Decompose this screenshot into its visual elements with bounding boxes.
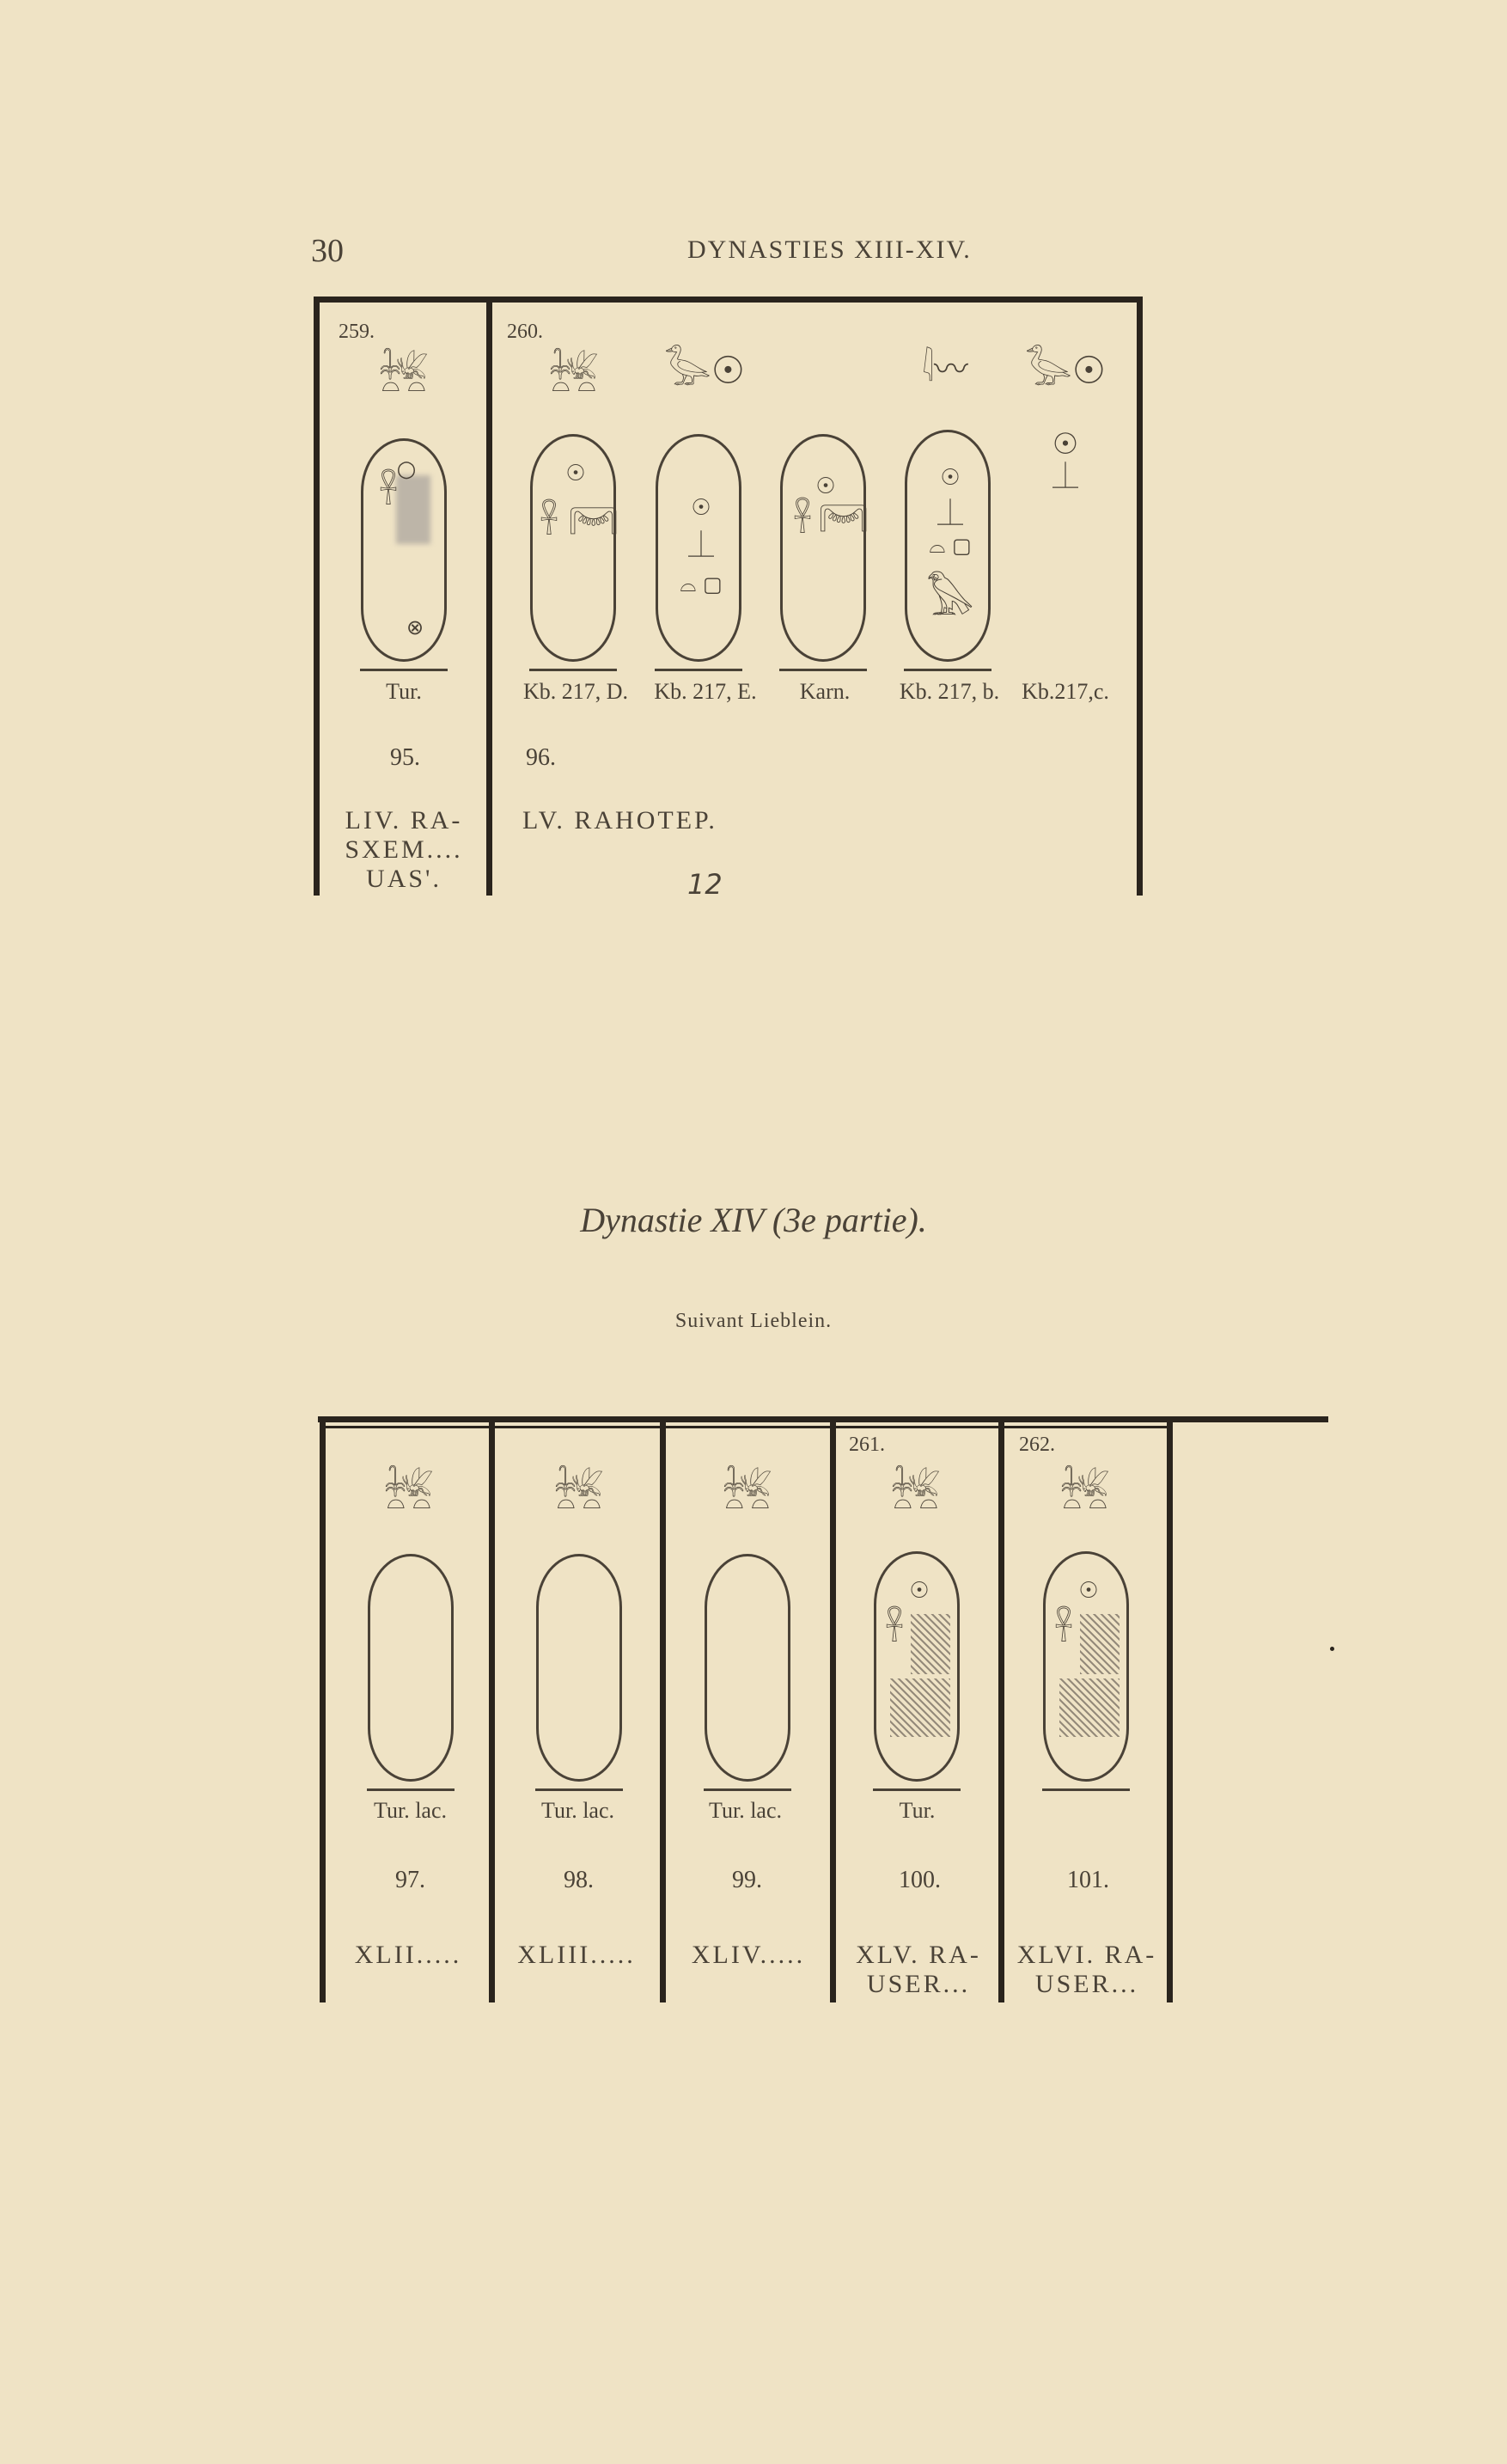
source-label: Tur. (899, 1798, 936, 1823)
handwritten-annotation: 12 (687, 868, 723, 901)
reed-bee-icon: 𓆥 (722, 1468, 773, 1514)
cartouche (705, 1554, 790, 1782)
king-name: LIV. RA- SXEM.... UAS'. (345, 806, 463, 893)
reed-water-icon: 𓇋〰 (922, 350, 968, 389)
offering-icon: ⏊ (1052, 462, 1078, 492)
source-label: Tur. lac. (709, 1798, 782, 1823)
damaged-area (1080, 1614, 1120, 1674)
sun-disk-icon: ☉ (815, 474, 836, 499)
cartouche (530, 434, 619, 662)
running-title: DYNASTIES XIII-XIV. (687, 235, 972, 264)
source-label: Kb. 217, E. (654, 679, 757, 704)
sceptre-icon: 𓋹 (792, 501, 813, 541)
page-number: 30 (311, 233, 344, 269)
king-name: XLIV..... (691, 1941, 806, 1969)
king-name: XLII..... (354, 1941, 462, 1969)
table2-divider (830, 1422, 836, 2002)
damaged-area (396, 475, 430, 544)
cartouche (368, 1554, 454, 1782)
loaf-icon: ⌓ ▢ (680, 572, 723, 596)
table1-divider (486, 297, 492, 896)
table2-col5-id: 262. (1019, 1434, 1055, 1456)
loaf-icon: ⌓ ▢ (929, 534, 972, 558)
sun-disk-icon: ☉ (909, 1578, 930, 1604)
ankh-icon: 𓋞 (819, 498, 869, 541)
cartouche (874, 1551, 960, 1782)
table1-col1-id: 259. (339, 321, 375, 343)
sun-disk-icon: ☉ (1052, 427, 1079, 462)
goose-sun-icon: 𓅭☉ (663, 349, 746, 393)
table1-col2-id: 260. (507, 321, 543, 343)
table2-divider (660, 1422, 666, 2002)
bird-icon: 𓅃 (926, 575, 974, 625)
entry-number: 99. (732, 1867, 762, 1893)
source-label: Karn. (799, 679, 851, 704)
sceptre-icon: 𓋹 (378, 473, 399, 512)
reed-bee-icon: 𓆥 (383, 1468, 435, 1514)
goose-sun-icon: 𓅭☉ (1024, 349, 1107, 393)
sun-disk-icon: ☉ (1078, 1578, 1099, 1604)
source-label: Tur. (386, 679, 422, 704)
sceptre-icon: 𓋹 (884, 1610, 905, 1649)
offering-icon: ⏊ (688, 530, 714, 560)
entry-number: 97. (395, 1867, 425, 1893)
king-name: LV. RAHOTEP. (522, 806, 717, 835)
table2-divider (1167, 1422, 1173, 2002)
entry-number: 98. (564, 1867, 594, 1893)
table2-inner-rule (320, 1426, 1173, 1428)
king-name: XLVI. RA- USER... (1016, 1941, 1157, 1998)
sun-disk-icon: ☉ (691, 495, 711, 521)
cartouche (536, 1554, 622, 1782)
table2-col4-id: 261. (849, 1434, 885, 1456)
cartouche (361, 438, 447, 662)
cartouche (780, 434, 869, 662)
reed-bee-icon: 𓆥 (553, 1468, 605, 1514)
damaged-area (890, 1678, 950, 1737)
damaged-area (1059, 1678, 1120, 1737)
table2-divider (320, 1416, 326, 2002)
section-title: Dynastie XIV (3e partie). (580, 1201, 927, 1239)
entry-number: 95. (390, 744, 420, 771)
source-label: Kb.217,c. (1022, 679, 1109, 704)
source-label: Tur. lac. (374, 1798, 447, 1823)
reed-bee-icon: 𓆥 (378, 351, 430, 397)
entry-number: 101. (1067, 1867, 1109, 1893)
king-name: XLIII..... (517, 1941, 636, 1969)
source-label: Kb. 217, D. (522, 679, 629, 704)
offering-icon: ⏊ (937, 498, 963, 529)
source-label: Tur. lac. (541, 1798, 614, 1823)
ankh-icon: 𓋞 (569, 500, 619, 544)
sceptre-icon: 𓋹 (1053, 1610, 1074, 1649)
table2-top-rule (318, 1416, 1328, 1422)
king-name: XLV. RA- USER... (856, 1941, 981, 1998)
source-label: Kb. 217, b. (899, 679, 1000, 704)
reed-bee-icon: 𓆥 (890, 1468, 942, 1514)
reed-bee-icon: 𓆥 (548, 351, 600, 397)
stray-dot (1330, 1647, 1334, 1651)
city-icon: ⊗ (406, 615, 424, 639)
sun-disk-icon: ☉ (565, 461, 586, 486)
cartouche (1043, 1551, 1129, 1782)
reed-bee-icon: 𓆥 (1059, 1468, 1111, 1514)
entry-number: 96. (526, 744, 556, 771)
sun-disk-icon: ☉ (940, 465, 961, 491)
cartouche (656, 434, 741, 662)
entry-number: 100. (899, 1867, 941, 1893)
table2-divider (489, 1422, 495, 2002)
section-subtitle: Suivant Lieblein. (674, 1310, 833, 1332)
sun-disk-icon: ○ (396, 456, 417, 482)
cartouche (905, 430, 991, 662)
sceptre-icon: 𓋹 (539, 503, 559, 542)
damaged-area (911, 1614, 950, 1674)
table2-divider (998, 1422, 1004, 2002)
